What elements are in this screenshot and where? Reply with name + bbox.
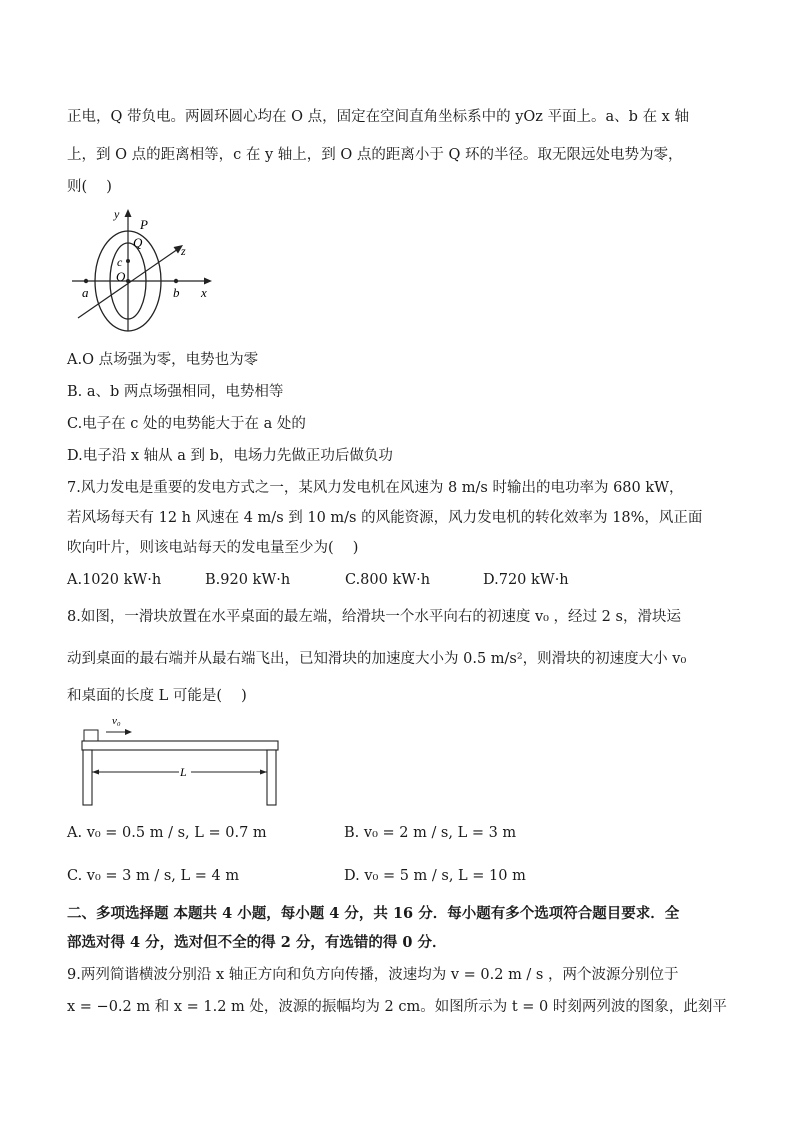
q7-option-c: C.800 kW·h — [345, 572, 431, 588]
q8-stem-line-2: 动到桌面的最右端并从最右端飞出，已知滑块的加速度大小为 0.5 m/s²，则滑块的初速度大小 v₀ — [67, 651, 687, 667]
q8-option-b: B. v₀ = 2 m / s, L = 3 m — [344, 825, 517, 841]
fig-label-z: z — [181, 244, 186, 258]
q7-stem-line-1: 7.风力发电是重要的发电方式之一，某风力发电机在风速为 8 m/s 时输出的电功率为 680 kW， — [67, 480, 684, 496]
q9-stem-line-1: 9.两列简谐横波分别沿 x 轴正方向和负方向传播，波速均为 v = 0.2 m / s ，两个波源分别位于 — [67, 967, 679, 983]
q7-option-d: D.720 kW·h — [483, 572, 569, 588]
q6-ring-figure — [70, 205, 220, 335]
fig-label-v0: v₀ — [112, 715, 121, 727]
q7-option-a: A.1020 kW·h — [67, 572, 162, 588]
fig-label-x: x — [201, 285, 207, 300]
fig-label-c: c — [117, 255, 123, 269]
fig-label-a: a — [82, 285, 89, 300]
q8-stem-line-3: 和桌面的长度 L 可能是( ) — [67, 688, 247, 704]
fig-label-b: b — [173, 285, 180, 300]
fig-label-y: y — [114, 207, 120, 221]
section2-heading-line-1: 二、多项选择题 本题共 4 小题，每小题 4 分，共 16 分．每小题有多个选项符合题目要求．全 — [67, 905, 680, 922]
q7-stem-line-2: 若风场每天有 12 h 风速在 4 m/s 到 10 m/s 的风能资源，风力发电机的转化效率为 18%，风正面 — [67, 510, 703, 526]
q6-option-b: B. a、b 两点场强相同，电势相等 — [67, 384, 284, 400]
q6-option-a: A.O 点场强为零，电势也为零 — [67, 352, 259, 368]
q8-option-d: D. v₀ = 5 m / s, L = 10 m — [344, 868, 526, 884]
q8-table-figure — [78, 712, 283, 807]
section2-heading-line-2: 部选对得 4 分，选对但不全的得 2 分，有选错的得 0 分． — [67, 934, 447, 951]
q7-option-b: B.920 kW·h — [205, 572, 291, 588]
q6-option-d: D.电子沿 x 轴从 a 到 b，电场力先做正功后做负功 — [67, 448, 393, 464]
q8-option-c: C. v₀ = 3 m / s, L = 4 m — [67, 868, 240, 884]
q6-option-c: C.电子在 c 处的电势能大于在 a 处的 — [67, 416, 306, 432]
q7-stem-line-3: 吹向叶片，则该电站每天的发电量至少为( ) — [67, 540, 359, 556]
q6-stem-line-1: 正电，Q 带负电。两圆环圆心均在 O 点，固定在空间直角坐标系中的 yOz 平面上。a、b 在 x 轴 — [67, 109, 689, 125]
fig-label-L: L — [180, 765, 187, 779]
fig-label-O: O — [116, 269, 126, 284]
q8-stem-line-1: 8.如图，一滑块放置在水平桌面的最左端，给滑块一个水平向右的初速度 v₀ ，经过 2 s，滑块运 — [67, 609, 681, 625]
fig-label-Q: Q — [133, 235, 143, 250]
q6-stem-line-3: 则( ) — [67, 179, 112, 195]
q9-stem-line-2: x = −0.2 m 和 x = 1.2 m 处，波源的振幅均为 2 cm。如图所示为 t = 0 时刻两列波的图象，此刻平 — [67, 999, 727, 1015]
fig-label-P: P — [140, 217, 148, 232]
q6-stem-line-2: 上，到 O 点的距离相等，c 在 y 轴上，到 O 点的距离小于 Q 环的半径。取无限远处电势为零， — [67, 147, 683, 163]
q8-option-a: A. v₀ = 0.5 m / s, L = 0.7 m — [67, 825, 267, 841]
